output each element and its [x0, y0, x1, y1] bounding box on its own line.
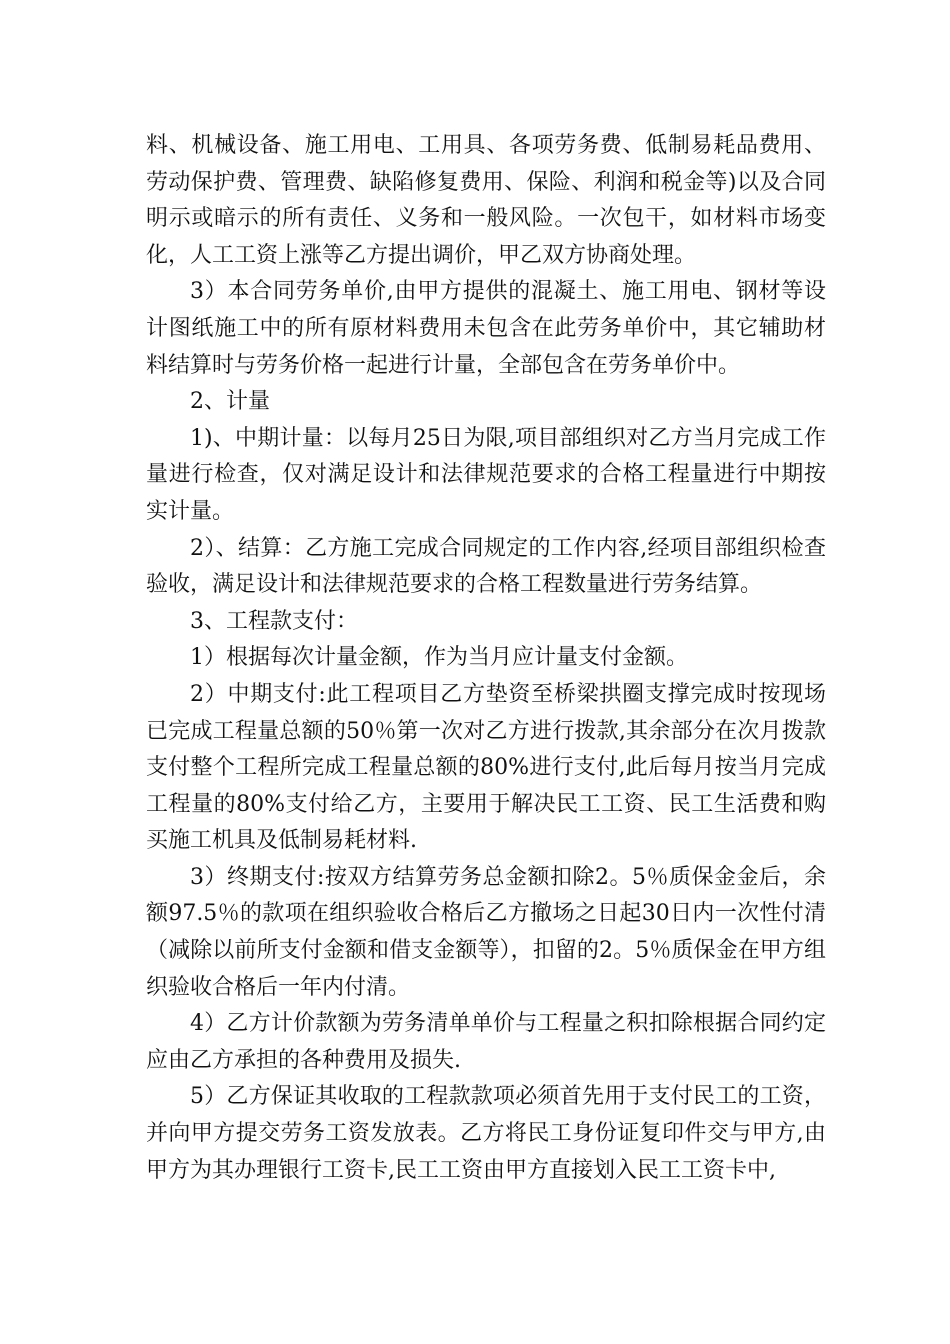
paragraph-payment-3-final: 3）终期支付:按双方结算劳务总金额扣除2。5％质保金金后，余额97.5％的款项在组织验收合格后乙方撤场之日起30日内一次性付清（减除以前所支付金额和借支金额等），扣留的2。5％质保金在甲方组织验收合格后一年内付清。 [146, 864, 826, 1000]
paragraph-payment-1: 1）根据每次计量金额，作为当月应计量支付金额。 [190, 645, 688, 671]
paragraph-payment-4-pricing: 4）乙方计价款额为劳务清单单价与工程量之积扣除根据合同约定应由乙方承担的各种费用及损失. [146, 1011, 826, 1073]
paragraph-payment-2-interim: 2）中期支付:此工程项目乙方垫资至桥梁拱圈支撑完成时按现场已完成工程量总额的50％第一次对乙方进行拨款,其余部分在次月拨款支付整个工程所完成工程量总额的80%进行支付,此后每月按当月完成工程量的80%支付给乙方，主要用于解决民工工资、民工生活费和购买施工机具及低制易耗材料. [146, 681, 826, 854]
document-page [146, 128, 826, 1189]
section-heading-measurement: 2、计量 [190, 389, 270, 415]
paragraph-payment-5-wages: 5）乙方保证其收取的工程款款项必须首先用于支付民工的工资，并向甲方提交劳务工资发放表。乙方将民工身份证复印件交与甲方,由甲方为其办理银行工资卡,民工工资由甲方直接划入民工工资卡中, [146, 1084, 826, 1183]
paragraph-settlement: 2）、结算：乙方施工完成合同规定的工作内容,经项目部组织检查验收，满足设计和法律规范要求的合格工程数量进行劳务结算。 [146, 535, 826, 598]
section-heading-payment: 3、工程款支付： [190, 608, 358, 634]
paragraph-interim-measurement: 1)、中期计量：以每月25日为限,项目部组织对乙方当月完成工作量进行检查，仅对满足设计和法律规范要求的合格工程量进行中期按实计量。 [146, 425, 826, 524]
paragraph-continued-cost-items: 料、机械设备、施工用电、工用具、各项劳务费、低制易耗品费用、劳动保护费、管理费、缺陷修复费用、保险、利润和税金等)以及合同明示或暗示的所有责任、义务和一般风险。一次包干，如材料市场变化，人工工资上涨等乙方提出调价，甲乙双方协商处理。 [146, 133, 826, 268]
paragraph-clause-3-unit-price: 3）本合同劳务单价,由甲方提供的混凝土、施工用电、钢材等设计图纸施工中的所有原材料费用未包含在此劳务单价中，其它辅助材料结算时与劳务价格一起进行计量，全部包含在劳务单价中。 [146, 279, 826, 378]
